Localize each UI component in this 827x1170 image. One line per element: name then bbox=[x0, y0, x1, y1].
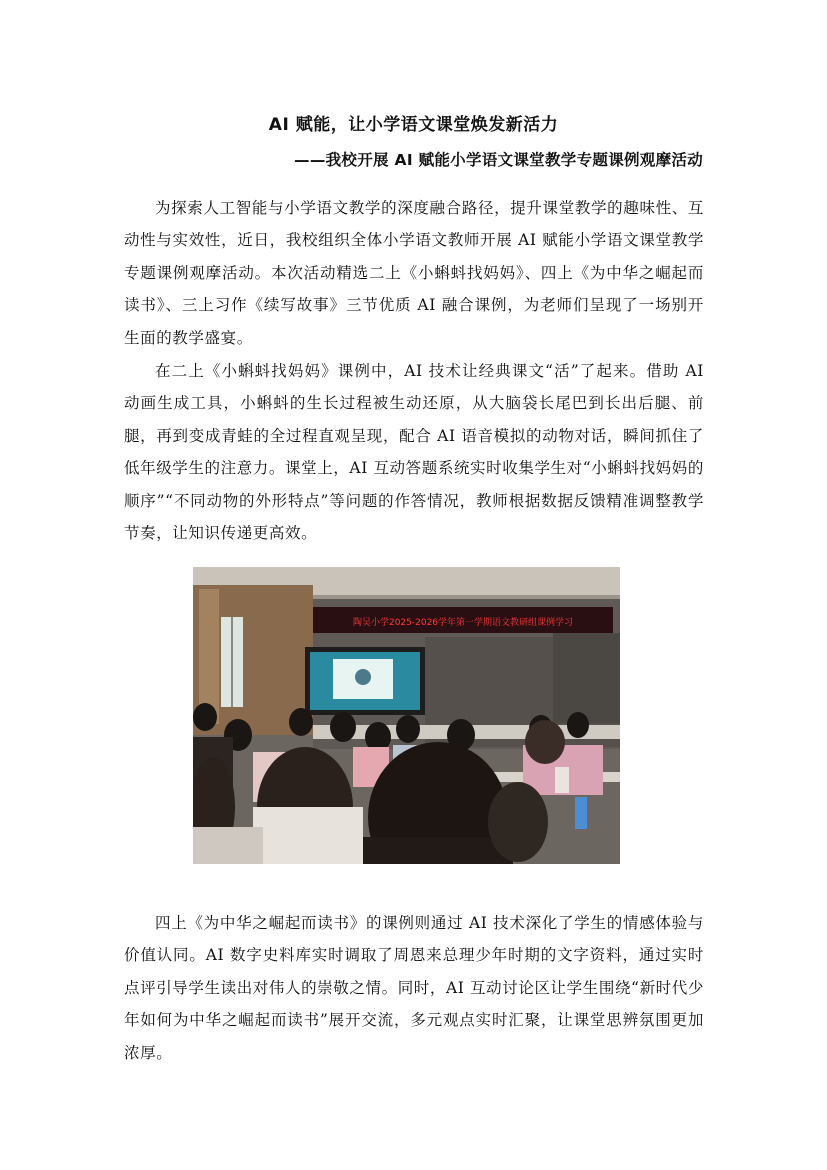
paragraph-intro: 为探索人工智能与小学语文教学的深度融合路径，提升课堂教学的趣味性、互动性与实效性，近日，我校组织全体小学语文教师开展 AI 赋能小学语文课堂教学专题课例观摩活动。本次活动精选二上《小蝌蚪找妈妈》、四上《为中华之崛起而读书》、三上习作《续写故事》三节优质 AI 融合课例，为老师们呈现了一场别开生面的教学盛宴。 bbox=[124, 198, 704, 347]
document-subtitle: ——我校开展 AI 赋能小学语文课堂教学专题课例观摩活动 bbox=[294, 151, 703, 169]
paragraph-tadpole-lesson: 在二上《小蝌蚪找妈妈》课例中，AI 技术让经典课文“活”了起来。借助 AI 动画生成工具，小蝌蚪的生长过程被生动还原，从大脑袋长尾巴到长出后腿、前腿，再到变成青蛙的全过程直观呈现，配合 AI 语音模拟的动物对话，瞬间抓住了低年级学生的注意力。课堂上，AI 互动答题系统实时收集学生对“小蝌蚪找妈妈的顺序”“不同动物的外形特点”等问题的作答情况，教师根据数据反馈精准调整教学节奏，让知识传递更高效。 bbox=[124, 361, 704, 542]
banner-text: 陶吴小学2025-2026学年第一学期语文教研组课例学习 bbox=[352, 618, 574, 628]
classroom-photo bbox=[193, 567, 620, 864]
document-title: AI 赋能，让小学语文课堂焕发新活力 bbox=[268, 115, 559, 135]
paragraph-reading-lesson: 四上《为中华之崛起而读书》的课例则通过 AI 技术深化了学生的情感体验与价值认同。AI 数字史料库实时调取了周恩来总理少年时期的文字资料，通过实时点评引导学生读出对伟人的崇敬之情。同时，AI 互动讨论区让学生围绕“新时代少年如何为中华之崛起而读书”展开交流，多元观点实时汇聚，让课堂思辨氛围更加浓厚。 bbox=[124, 913, 704, 1062]
